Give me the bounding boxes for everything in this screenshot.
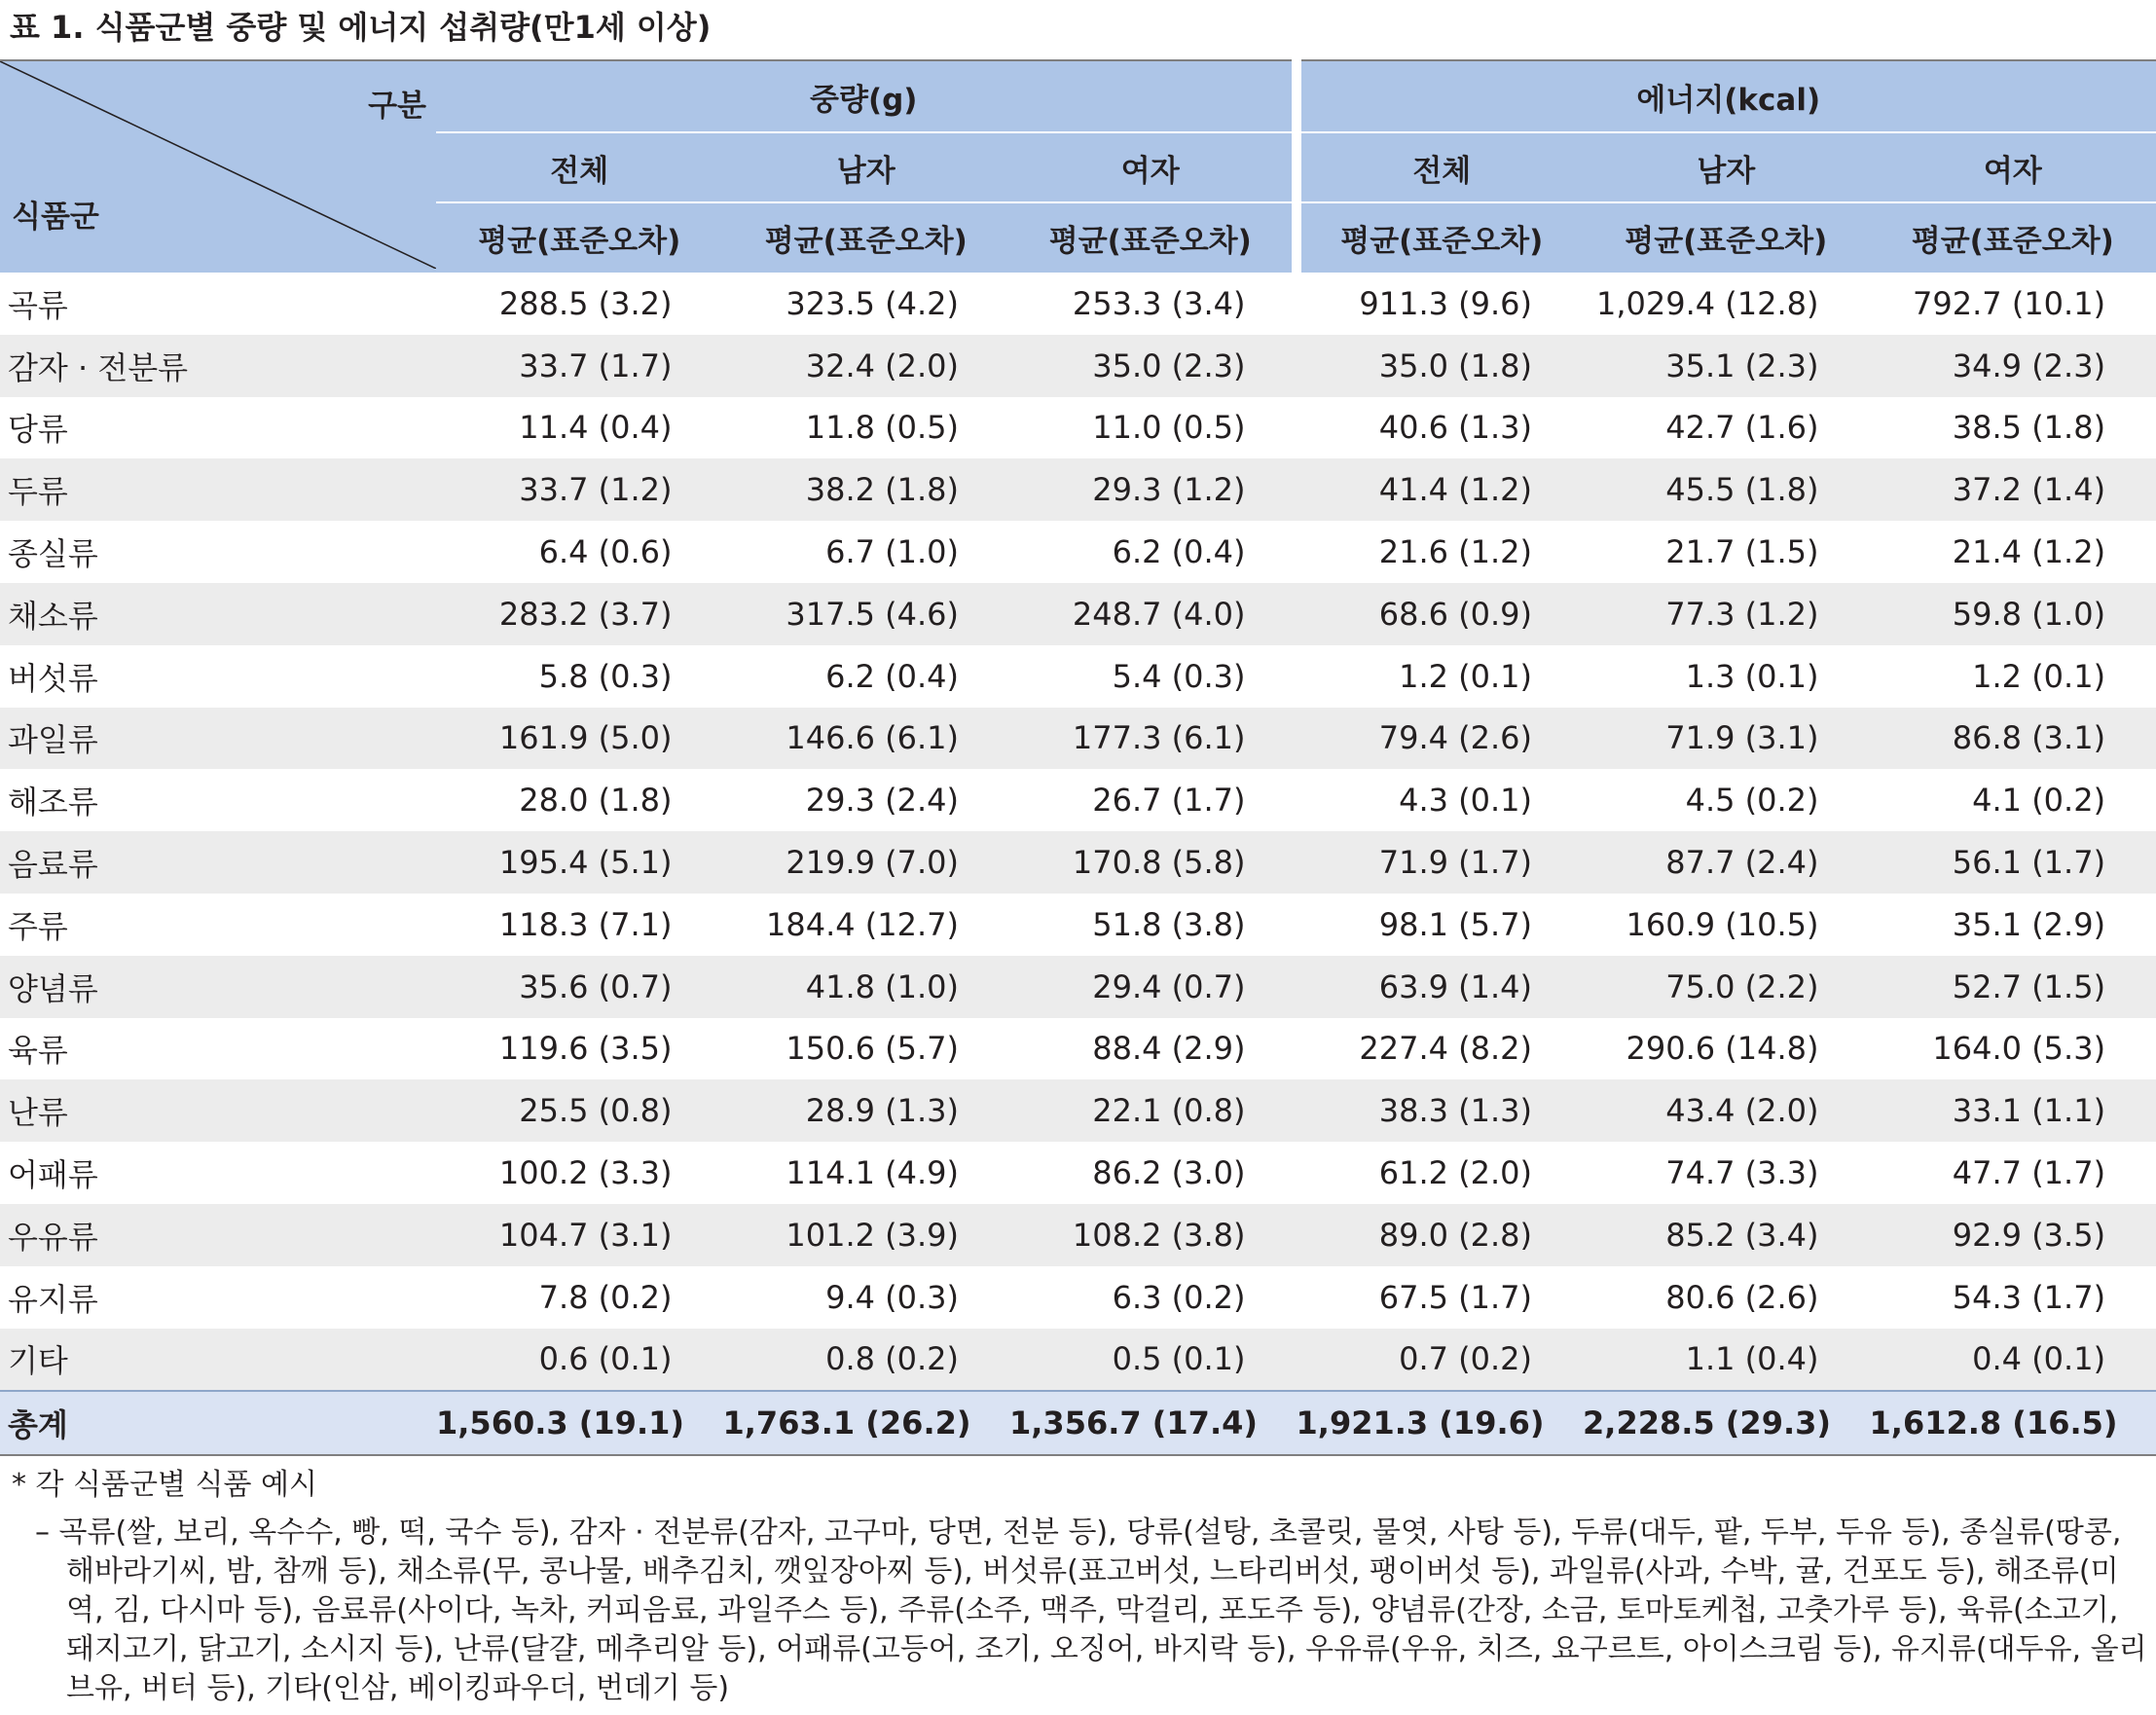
value-cell: 114.1 (4.9) bbox=[786, 1154, 959, 1192]
food-group-label: 양념류 bbox=[0, 956, 436, 1018]
value-cell: 1,763.1 (26.2) bbox=[723, 1391, 1010, 1455]
value-cell: 47.7 (1.7) bbox=[1952, 1154, 2106, 1192]
value-cell: 61.2 (2.0) bbox=[1378, 1154, 1533, 1192]
food-group-label: 해조류 bbox=[8, 784, 98, 821]
value-cell: 71.9 (1.7) bbox=[1297, 831, 1584, 894]
value-cell: 51.8 (3.8) bbox=[1092, 905, 1246, 943]
value-cell: 35.0 (1.8) bbox=[1297, 335, 1584, 397]
mean-se-header: 평균(표준오차) bbox=[1297, 202, 1584, 273]
value-cell: 29.4 (0.7) bbox=[1009, 956, 1297, 1018]
value-cell: 88.4 (2.9) bbox=[1092, 1030, 1246, 1068]
value-cell: 42.7 (1.6) bbox=[1665, 409, 1819, 447]
value-cell: 71.9 (3.1) bbox=[1583, 708, 1870, 770]
value-cell: 77.3 (1.2) bbox=[1583, 583, 1870, 645]
value-cell: 4.5 (0.2) bbox=[1685, 782, 1819, 820]
value-cell: 92.9 (3.5) bbox=[1870, 1204, 2156, 1266]
value-cell: 290.6 (14.8) bbox=[1626, 1030, 1819, 1068]
value-cell: 86.2 (3.0) bbox=[1092, 1154, 1246, 1192]
food-group-label: 버섯류 bbox=[8, 659, 98, 697]
value-cell: 33.1 (1.1) bbox=[1870, 1079, 2156, 1142]
value-cell: 43.4 (2.0) bbox=[1583, 1079, 1870, 1142]
corner-header bbox=[0, 60, 436, 273]
value-cell: 98.1 (5.7) bbox=[1378, 905, 1533, 943]
value-cell: 25.5 (0.8) bbox=[436, 1079, 723, 1142]
value-cell: 29.3 (2.4) bbox=[805, 782, 959, 820]
table-row bbox=[0, 708, 2156, 770]
value-cell: 5.8 (0.3) bbox=[538, 657, 673, 695]
value-cell: 1,356.7 (17.4) bbox=[1009, 1391, 1297, 1455]
value-cell: 0.7 (0.2) bbox=[1297, 1329, 1584, 1392]
table-row bbox=[0, 769, 2156, 831]
energy-male-header: 남자 bbox=[1583, 132, 1870, 202]
value-cell: 227.4 (8.2) bbox=[1359, 1030, 1533, 1068]
value-cell: 28.9 (1.3) bbox=[723, 1079, 1010, 1142]
value-cell: 38.5 (1.8) bbox=[1952, 409, 2106, 447]
value-cell: 35.1 (2.9) bbox=[1952, 905, 2106, 943]
table-row bbox=[0, 1079, 2156, 1142]
value-cell: 21.6 (1.2) bbox=[1378, 533, 1533, 571]
table-row bbox=[0, 1204, 2156, 1266]
value-cell: 7.8 (0.2) bbox=[538, 1278, 673, 1316]
value-cell: 0.5 (0.1) bbox=[1009, 1329, 1297, 1392]
value-cell: 52.7 (1.5) bbox=[1870, 956, 2156, 1018]
value-cell: 184.4 (12.7) bbox=[766, 905, 959, 943]
value-cell: 1,029.4 (12.8) bbox=[1595, 284, 1819, 322]
footnote-title: * 각 식품군별 식품 예시 bbox=[12, 1468, 317, 1502]
value-cell: 21.7 (1.5) bbox=[1665, 533, 1819, 571]
value-cell: 1,612.8 (16.5) bbox=[1870, 1391, 2156, 1455]
value-cell: 177.3 (6.1) bbox=[1009, 708, 1297, 770]
corner-category-label: 구분 bbox=[368, 89, 426, 124]
mean-se-header: 평균(표준오차) bbox=[436, 202, 723, 273]
value-cell: 6.4 (0.6) bbox=[538, 533, 673, 571]
value-cell: 68.6 (0.9) bbox=[1297, 583, 1584, 645]
table-row bbox=[0, 1329, 2156, 1392]
value-cell: 9.4 (0.3) bbox=[825, 1278, 959, 1316]
value-cell: 4.1 (0.2) bbox=[1972, 782, 2106, 820]
value-cell: 219.9 (7.0) bbox=[723, 831, 1010, 894]
value-cell: 56.1 (1.7) bbox=[1870, 831, 2156, 894]
table-row bbox=[0, 894, 2156, 956]
value-cell: 911.3 (9.6) bbox=[1359, 284, 1533, 322]
value-cell: 119.6 (3.5) bbox=[498, 1030, 673, 1068]
mean-se-header: 평균(표준오차) bbox=[1583, 202, 1870, 273]
value-cell: 38.2 (1.8) bbox=[723, 458, 1010, 521]
value-cell: 63.9 (1.4) bbox=[1297, 956, 1584, 1018]
value-cell: 283.2 (3.7) bbox=[436, 583, 723, 645]
food-group-label: 유지류 bbox=[8, 1280, 98, 1318]
food-group-label: 주류 bbox=[8, 907, 68, 945]
table-title: 표 1. 식품군별 중량 및 에너지 섭취량(만1세 이상) bbox=[10, 9, 712, 46]
value-cell: 6.2 (0.4) bbox=[1112, 533, 1246, 571]
value-cell: 150.6 (5.7) bbox=[786, 1030, 959, 1068]
table-row bbox=[0, 273, 2156, 335]
table-row bbox=[0, 645, 2156, 708]
value-cell: 792.7 (10.1) bbox=[1913, 284, 2106, 322]
value-cell: 34.9 (2.3) bbox=[1870, 335, 2156, 397]
table-row bbox=[0, 335, 2156, 397]
value-cell: 59.8 (1.0) bbox=[1870, 583, 2156, 645]
value-cell: 108.2 (3.8) bbox=[1009, 1204, 1297, 1266]
table-row bbox=[0, 1266, 2156, 1329]
value-cell: 100.2 (3.3) bbox=[498, 1154, 673, 1192]
weight-female-header: 여자 bbox=[1009, 132, 1297, 202]
energy-group-header: 에너지(kcal) bbox=[1297, 60, 2156, 132]
value-cell: 41.8 (1.0) bbox=[723, 956, 1010, 1018]
table-row bbox=[0, 831, 2156, 894]
value-cell: 1.3 (0.1) bbox=[1685, 657, 1819, 695]
value-cell: 1.1 (0.4) bbox=[1583, 1329, 1870, 1392]
value-cell: 1,921.3 (19.6) bbox=[1297, 1391, 1584, 1455]
value-cell: 22.1 (0.8) bbox=[1009, 1079, 1297, 1142]
table-row bbox=[0, 583, 2156, 645]
value-cell: 317.5 (4.6) bbox=[723, 583, 1010, 645]
value-cell: 160.9 (10.5) bbox=[1626, 905, 1819, 943]
mean-se-header: 평균(표준오차) bbox=[723, 202, 1010, 273]
mean-se-header: 평균(표준오차) bbox=[1009, 202, 1297, 273]
value-cell: 170.8 (5.8) bbox=[1009, 831, 1297, 894]
value-cell: 288.5 (3.2) bbox=[498, 284, 673, 322]
value-cell: 11.8 (0.5) bbox=[805, 409, 959, 447]
footnote-examples: – 곡류(쌀, 보리, 옥수수, 빵, 떡, 국수 등), 감자 · 전분류(감자, 고구마, 당면, 전분 등), 당류(설탕, 초콜릿, 물엿, 사탕 등), 두류(대두, 팥, 두부, 두유 등), 종실류(땅콩, 해바라기씨, 밤, 참깨 등), 채소류(무, 콩나물, 배추김치, 깻잎장아찌 등), 버섯류(표고버섯, 느타리버섯, 팽이버섯 등), 과일류(사과, 수박, 귤, 건포도 등), 해조류(미역, 김, 다시마 등), 음료류(사이다, 녹차, 커피음료, 과일주스 등), 주류(소주, 맥주, 막걸리, 포도주 등), 양념류(간장, 소금, 토마토케첩, 고춧가루 등), 육류(소고기, 돼지고기, 닭고기, 소시지 등), 난류(달걀, 메추리알 등), 어패류(고등어, 조기, 오징어, 바지락 등), 우유류(우유, 치즈, 요구르트, 아이스크림 등), 유지류(대두유, 올리브유, 버터 등), 기타(인삼, 베이킹파우더, 번데기 등) bbox=[35, 1515, 2147, 1705]
value-cell: 11.0 (0.5) bbox=[1092, 409, 1246, 447]
value-cell: 32.4 (2.0) bbox=[723, 335, 1010, 397]
corner-food-group-label: 식품군 bbox=[12, 200, 99, 235]
food-group-label: 과일류 bbox=[0, 708, 436, 770]
value-cell: 1.2 (0.1) bbox=[1972, 657, 2106, 695]
food-group-label: 음료류 bbox=[0, 831, 436, 894]
value-cell: 35.1 (2.3) bbox=[1583, 335, 1870, 397]
value-cell: 75.0 (2.2) bbox=[1583, 956, 1870, 1018]
value-cell: 35.6 (0.7) bbox=[436, 956, 723, 1018]
value-cell: 6.3 (0.2) bbox=[1112, 1278, 1246, 1316]
table-row bbox=[0, 956, 2156, 1018]
weight-total-header: 전체 bbox=[436, 132, 723, 202]
table-row bbox=[0, 1142, 2156, 1204]
value-cell: 54.3 (1.7) bbox=[1952, 1278, 2106, 1316]
value-cell: 79.4 (2.6) bbox=[1297, 708, 1584, 770]
energy-female-header: 여자 bbox=[1870, 132, 2156, 202]
value-cell: 74.7 (3.3) bbox=[1665, 1154, 1819, 1192]
table-row bbox=[0, 1018, 2156, 1080]
table-row bbox=[0, 521, 2156, 583]
value-cell: 118.3 (7.1) bbox=[498, 905, 673, 943]
value-cell: 87.7 (2.4) bbox=[1583, 831, 1870, 894]
value-cell: 28.0 (1.8) bbox=[519, 782, 673, 820]
value-cell: 86.8 (3.1) bbox=[1870, 708, 2156, 770]
food-group-label: 난류 bbox=[0, 1079, 436, 1142]
value-cell: 4.3 (0.1) bbox=[1399, 782, 1533, 820]
weight-group-header: 중량(g) bbox=[436, 60, 1297, 132]
value-cell: 29.3 (1.2) bbox=[1009, 458, 1297, 521]
value-cell: 35.0 (2.3) bbox=[1009, 335, 1297, 397]
food-group-label: 육류 bbox=[8, 1032, 68, 1070]
food-group-label: 종실류 bbox=[8, 535, 98, 573]
food-group-label: 어패류 bbox=[8, 1156, 98, 1194]
value-cell: 164.0 (5.3) bbox=[1932, 1030, 2106, 1068]
value-cell: 67.5 (1.7) bbox=[1378, 1278, 1533, 1316]
value-cell: 26.7 (1.7) bbox=[1092, 782, 1246, 820]
value-cell: 0.8 (0.2) bbox=[723, 1329, 1010, 1392]
value-cell: 0.6 (0.1) bbox=[436, 1329, 723, 1392]
food-group-label: 총계 bbox=[0, 1391, 436, 1455]
value-cell: 101.2 (3.9) bbox=[723, 1204, 1010, 1266]
value-cell: 45.5 (1.8) bbox=[1583, 458, 1870, 521]
value-cell: 80.6 (2.6) bbox=[1665, 1278, 1819, 1316]
energy-total-header: 전체 bbox=[1297, 132, 1584, 202]
value-cell: 0.4 (0.1) bbox=[1870, 1329, 2156, 1392]
food-group-label: 채소류 bbox=[0, 583, 436, 645]
value-cell: 253.3 (3.4) bbox=[1072, 284, 1246, 322]
weight-male-header: 남자 bbox=[723, 132, 1010, 202]
value-cell: 11.4 (0.4) bbox=[519, 409, 673, 447]
food-group-label: 기타 bbox=[0, 1329, 436, 1392]
value-cell: 21.4 (1.2) bbox=[1952, 533, 2106, 571]
intake-table bbox=[0, 59, 2156, 1456]
value-cell: 2,228.5 (29.3) bbox=[1583, 1391, 1870, 1455]
food-group-label: 당류 bbox=[8, 411, 68, 449]
value-cell: 161.9 (5.0) bbox=[436, 708, 723, 770]
food-group-label: 우유류 bbox=[0, 1204, 436, 1266]
value-cell: 1,560.3 (19.1) bbox=[436, 1391, 723, 1455]
value-cell: 33.7 (1.7) bbox=[436, 335, 723, 397]
food-group-label: 곡류 bbox=[8, 286, 68, 324]
value-cell: 6.7 (1.0) bbox=[825, 533, 959, 571]
value-cell: 248.7 (4.0) bbox=[1009, 583, 1297, 645]
value-cell: 195.4 (5.1) bbox=[436, 831, 723, 894]
value-cell: 85.2 (3.4) bbox=[1583, 1204, 1870, 1266]
food-group-label: 두류 bbox=[0, 458, 436, 521]
value-cell: 5.4 (0.3) bbox=[1112, 657, 1246, 695]
value-cell: 323.5 (4.2) bbox=[786, 284, 959, 322]
value-cell: 37.2 (1.4) bbox=[1870, 458, 2156, 521]
value-cell: 1.2 (0.1) bbox=[1399, 657, 1533, 695]
value-cell: 33.7 (1.2) bbox=[436, 458, 723, 521]
total-row bbox=[0, 1391, 2156, 1455]
value-cell: 146.6 (6.1) bbox=[723, 708, 1010, 770]
value-cell: 89.0 (2.8) bbox=[1297, 1204, 1584, 1266]
table-row bbox=[0, 397, 2156, 459]
value-cell: 41.4 (1.2) bbox=[1297, 458, 1584, 521]
food-group-label: 감자 · 전분류 bbox=[0, 335, 436, 397]
value-cell: 6.2 (0.4) bbox=[825, 657, 959, 695]
value-cell: 104.7 (3.1) bbox=[436, 1204, 723, 1266]
value-cell: 38.3 (1.3) bbox=[1297, 1079, 1584, 1142]
table-row bbox=[0, 458, 2156, 521]
mean-se-header: 평균(표준오차) bbox=[1870, 202, 2156, 273]
value-cell: 40.6 (1.3) bbox=[1378, 409, 1533, 447]
